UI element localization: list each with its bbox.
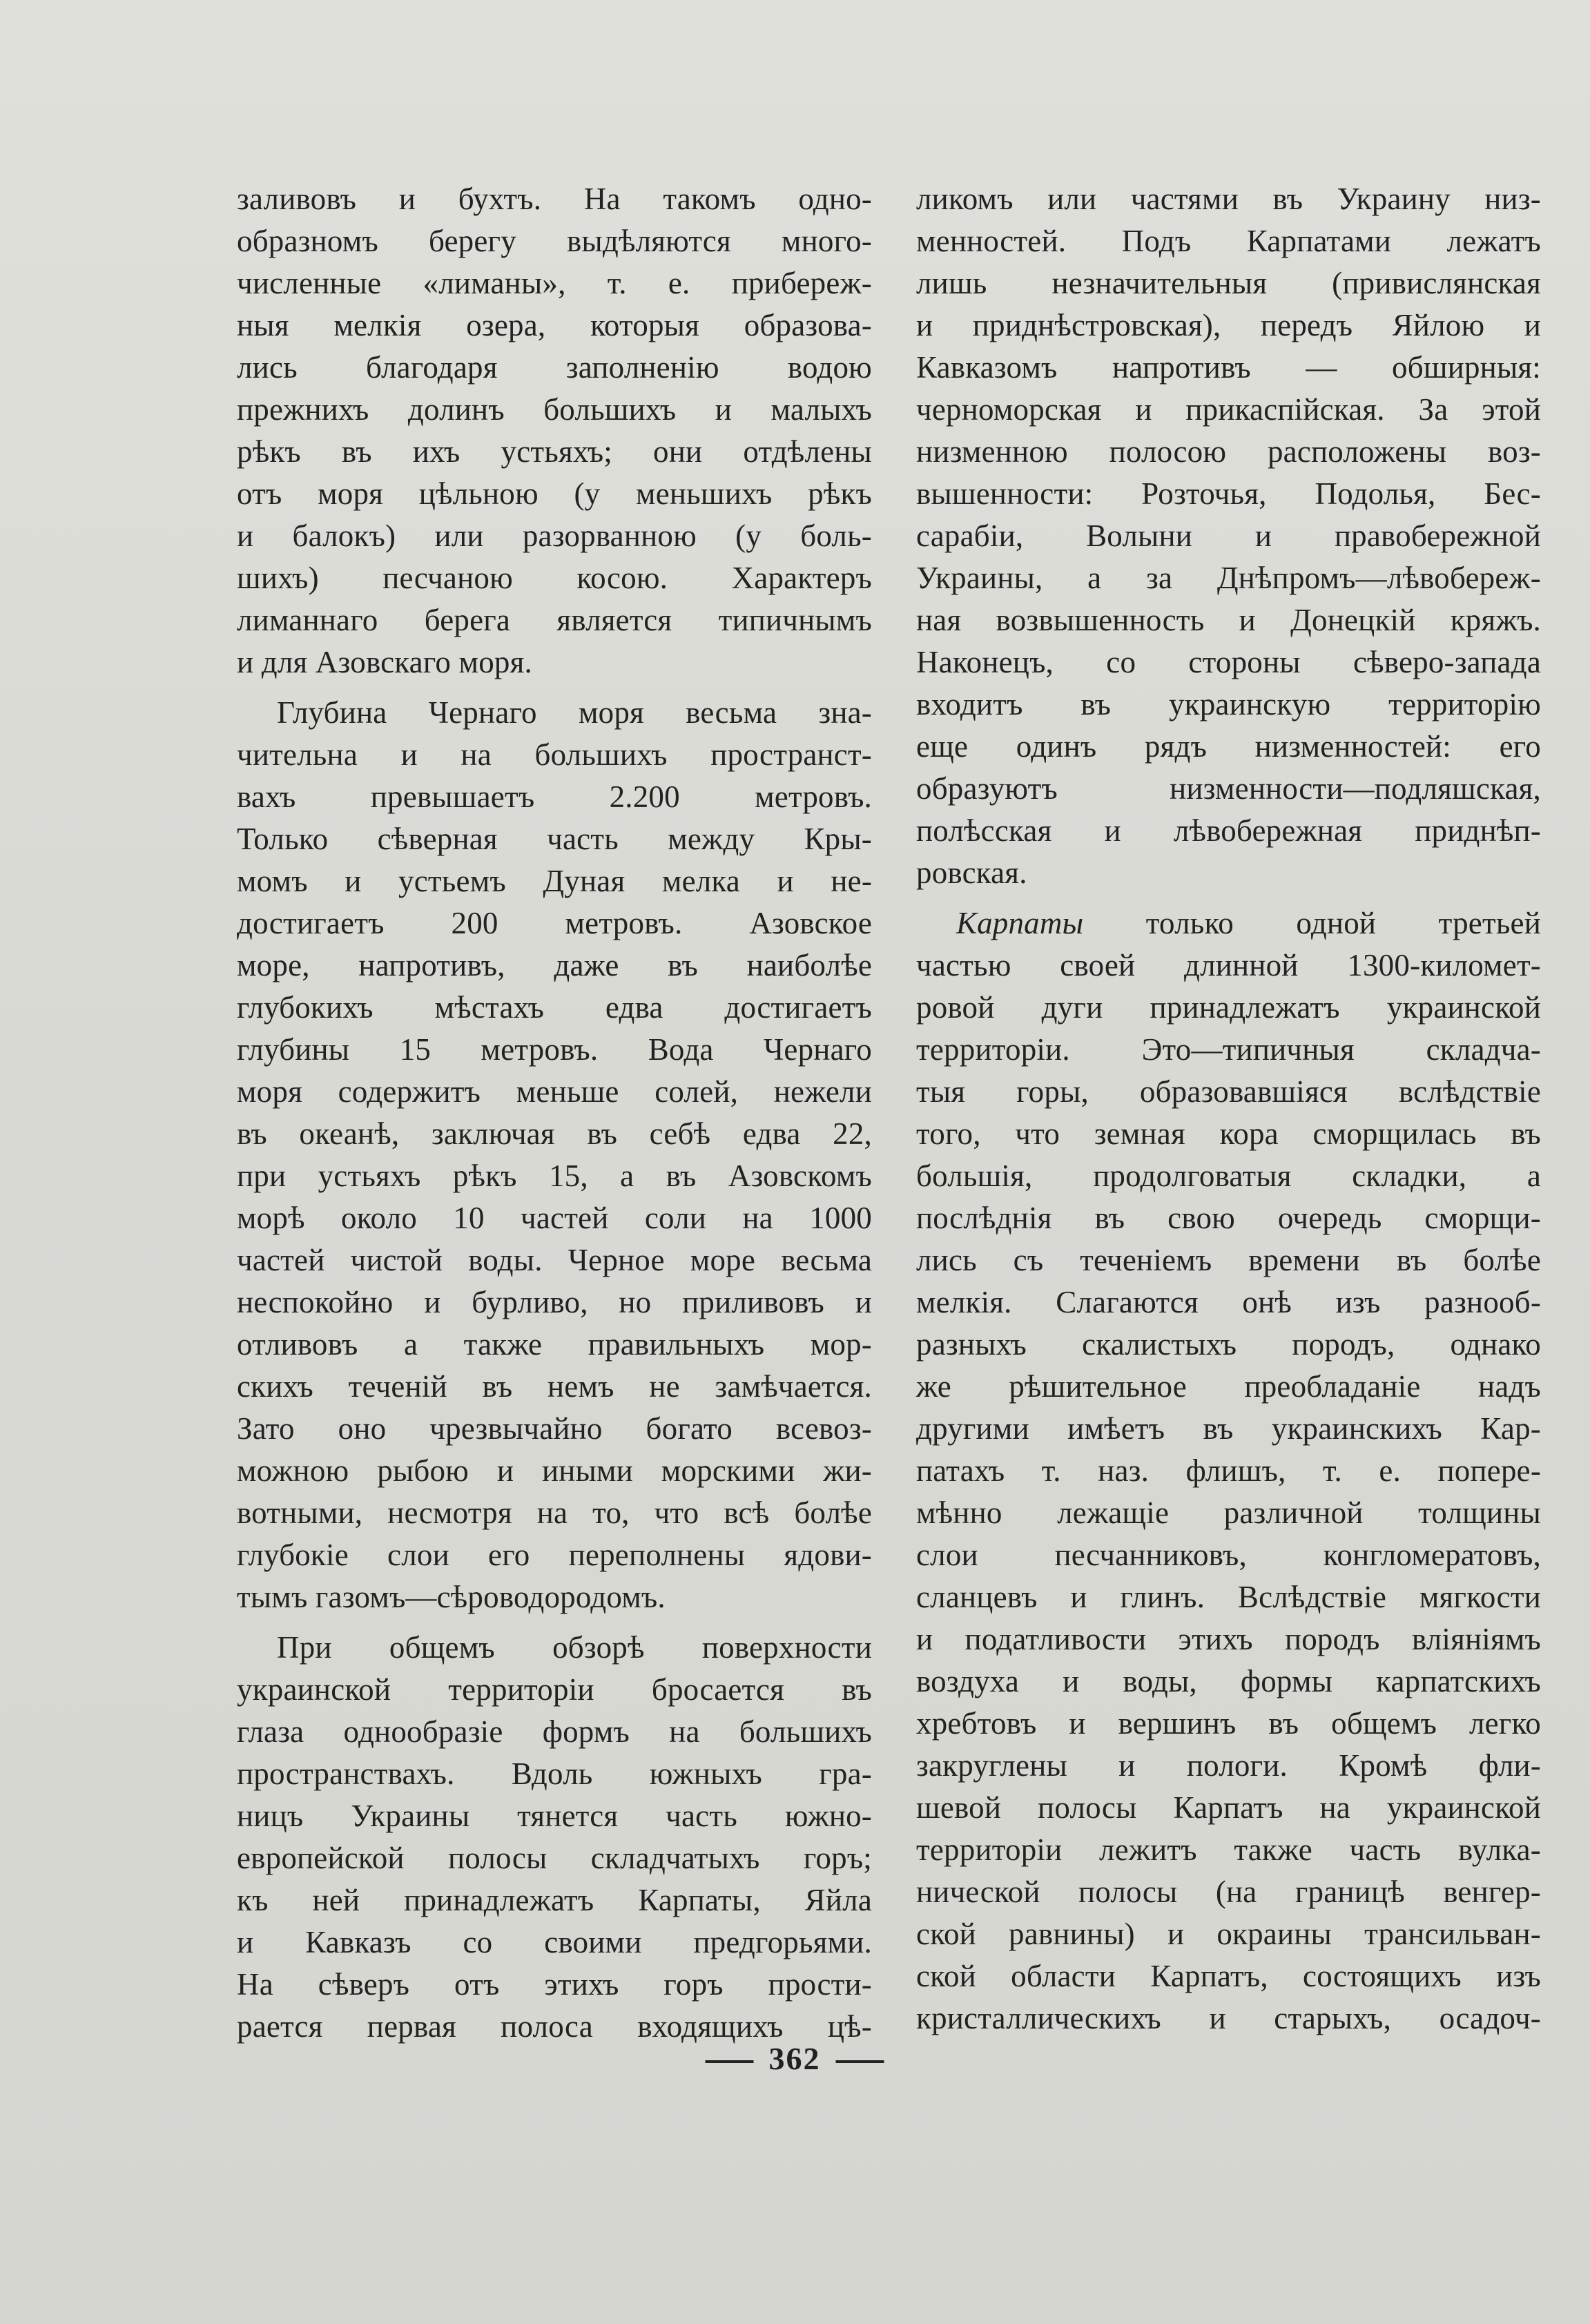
text-line: лись благодаря заполненію водою [237,350,872,385]
text-line: и приднѣстровская), передъ Яйлою и [916,308,1541,342]
text-line: Зато оно чрезвычайно богато всевоз- [237,1411,872,1446]
text-line: Наконецъ, со стороны сѣверо-запада [916,645,1541,679]
text-line: въ океанѣ, заключая въ себѣ едва 22, [237,1116,872,1151]
text-line: лись съ теченіемъ времени въ болѣе [916,1243,1541,1277]
text-line: рается первая полоса входящихъ цѣ- [237,2009,872,2044]
text-line: черноморская и прикаспійская. За этой [916,392,1541,427]
text-line: ныя мелкія озера, которыя образова- [237,308,872,342]
text-line: глубокіе слои его переполнены ядови- [237,1538,872,1572]
right-text-column [916,178,1541,2040]
text-line: къ ней принадлежатъ Карпаты, Яйла [237,1883,872,1917]
text-line: частью своей длинной 1300-километ- [916,948,1541,982]
text-line: большія, продолговатыя складки, а [916,1159,1541,1193]
text-line: закруглены и пологи. Кромѣ фли- [916,1748,1541,1783]
text-line: ровой дуги принадлежатъ украинской [916,990,1541,1025]
text-line: моря содержитъ меньше солей, нежели [237,1074,872,1109]
text-line: при устьяхъ рѣкъ 15, а въ Азовскомъ [237,1159,872,1193]
text-line: неспокойно и бурливо, но приливовъ и [237,1285,872,1319]
text-line: глаза однообразіе формъ на большихъ [237,1714,872,1749]
text-line: заливовъ и бухтъ. На такомъ одно- [237,182,872,216]
text-line: того, что земная кора сморщилась въ [916,1116,1541,1151]
dash-right [836,2060,884,2063]
text-line: и Кавказъ со своими предгорьями. [237,1925,872,1959]
text-line: ровская. [916,855,1027,890]
text-line: ликомъ или частями въ Украину низ- [916,182,1541,216]
text-line: мелкія. Слагаются онѣ изъ разнооб- [916,1285,1541,1319]
text-line: ницъ Украины тянется часть южно- [237,1799,872,1833]
text-line: море, напротивъ, даже въ наиболѣе [237,948,872,982]
text-line: тымъ газомъ—сѣроводородомъ. [237,1580,666,1614]
text-line: вышенности: Розточья, Подолья, Бес- [916,476,1541,511]
text-line: сланцевъ и глинъ. Вслѣдствіе мягкости [916,1580,1541,1614]
text-line: европейской полосы складчатыхъ горъ; [237,1841,872,1875]
text-line: патахъ т. наз. флишъ, т. е. попере- [916,1453,1541,1488]
text-line: отливовъ а также правильныхъ мор- [237,1327,872,1362]
text-line: глубины 15 метровъ. Вода Чернаго [237,1032,872,1067]
text-line: и балокъ) или разорванною (у боль- [237,519,872,553]
text-run: только одной третьей [1083,906,1541,940]
text-line: пространствахъ. Вдоль южныхъ гра- [237,1756,872,1791]
text-line: и податливости этихъ породъ вліяніямъ [916,1622,1541,1656]
text-line: образномъ берегу выдѣляются много- [237,224,872,258]
text-line: отъ моря цѣльною (у меньшихъ рѣкъ [237,476,872,511]
text-line: сарабіи, Волыни и правобережной [916,519,1541,553]
left-text-column [237,178,872,2048]
text-line: На сѣверъ отъ этихъ горъ прости- [237,1967,872,2002]
italic-term: Карпаты [956,906,1084,940]
text-line: рѣкъ въ ихъ устьяхъ; они отдѣлены [237,434,872,469]
text-line: менностей. Подъ Карпатами лежатъ [916,224,1541,258]
text-line: вахъ превышаетъ 2.200 метровъ. [237,779,872,814]
dash-left [706,2060,754,2063]
text-line: Кавказомъ напротивъ — обширныя: [916,350,1541,385]
text-line: морѣ около 10 частей соли на 1000 [237,1201,872,1235]
text-line: Украины, а за Днѣпромъ—лѣвобереж- [916,561,1541,595]
text-line: воздуха и воды, формы карпатскихъ [916,1664,1541,1698]
text-line: скихъ теченій въ немъ не замѣчается. [237,1369,872,1404]
text-line: хребтовъ и вершинъ въ общемъ легко [916,1706,1541,1741]
text-line: мѣнно лежащіе различной толщины [916,1495,1541,1530]
text-line: вотными, несмотря на то, что всѣ болѣе [237,1495,872,1530]
text-line: территоріи лежитъ также часть вулка- [916,1832,1541,1867]
text-line: же рѣшительное преобладаніе надъ [916,1369,1541,1404]
text-line: момъ и устьемъ Дуная мелка и не- [237,864,872,898]
text-line: численные «лиманы», т. е. прибереж- [237,266,872,300]
text-line: шихъ) песчаною косою. Характеръ [237,561,872,595]
text-line: послѣднія въ свою очередь сморщи- [916,1201,1541,1235]
text-line: чительна и на большихъ пространст- [237,737,872,772]
page-number-value: 362 [768,2041,821,2076]
text-line-carpathians [916,902,1541,945]
text-line: Глубина Чернаго моря весьма зна- [277,695,872,730]
text-line: образуютъ низменности—подляшская, [916,771,1541,806]
text-line: территоріи. Это—типичныя складча- [916,1032,1541,1067]
text-line: достигаетъ 200 метровъ. Азовское [237,906,872,940]
text-line: можною рыбою и иными морскими жи- [237,1453,872,1488]
text-line: глубокихъ мѣстахъ едва достигаетъ [237,990,872,1025]
page-number [690,2040,900,2077]
text-line: При общемъ обзорѣ поверхности [277,1630,872,1665]
text-line: ная возвышенность и Донецкій кряжъ. [916,603,1541,637]
text-line: еще одинъ рядъ низменностей: его [916,729,1541,764]
text-line: прежнихъ долинъ большихъ и малыхъ [237,392,872,427]
text-line: нической полосы (на границѣ венгер- [916,1875,1541,1909]
text-line: входитъ въ украинскую территорію [916,687,1541,722]
text-line: тыя горы, образовавшіяся вслѣдствіе [916,1074,1541,1109]
text-line: слои песчанниковъ, конгломератовъ, [916,1538,1541,1572]
text-line: украинской территоріи бросается въ [237,1672,872,1707]
text-line: другими имѣетъ въ украинскихъ Кар- [916,1411,1541,1446]
text-line: кристаллическихъ и старыхъ, осадоч- [916,2001,1541,2035]
text-line: частей чистой воды. Черное море весьма [237,1243,872,1277]
text-line: полѣсская и лѣвобережная приднѣп- [916,813,1541,848]
text-line: ской области Карпатъ, состоящихъ изъ [916,1959,1541,1993]
text-line: и для Азовскаго моря. [237,645,532,679]
text-line: лишь незначительныя (привислянская [916,266,1541,300]
text-line: лиманнаго берега является типичнымъ [237,603,872,637]
text-line: ской равнины) и окраины трансильван- [916,1917,1541,1951]
text-line: Только сѣверная часть между Кры- [237,822,872,856]
text-line: низменною полосою расположены воз- [916,434,1541,469]
text-line: шевой полосы Карпатъ на украинской [916,1790,1541,1825]
text-line: разныхъ скалистыхъ породъ, однако [916,1327,1541,1362]
